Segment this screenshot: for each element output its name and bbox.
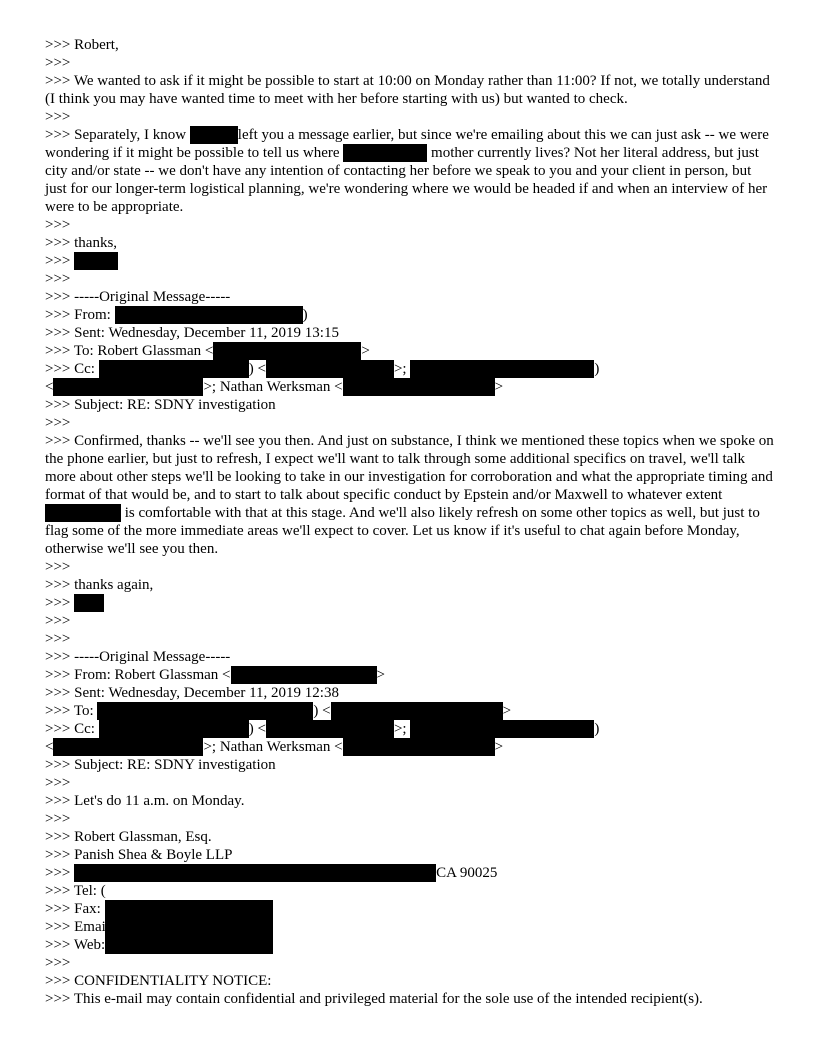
email-line [45, 828, 775, 846]
line-text: >>> Sent: Wednesday, December 11, 2019 13:15 [45, 325, 339, 341]
email-line [45, 54, 775, 72]
line-text: >>> [45, 775, 71, 791]
email-line [45, 270, 775, 288]
line-text: >>> [45, 595, 75, 611]
line-text: left you a message earlier, but since we're emailing about this we can just ask -- we were wondering if it might be possible to tell us where [45, 127, 773, 161]
line-text: >; Nathan Werksman < [203, 739, 343, 755]
line-text: >>> thanks again, [45, 577, 154, 593]
line-text: > [494, 739, 504, 755]
email-line [45, 108, 775, 126]
redaction-block [410, 720, 594, 738]
line-text: >>> [45, 253, 75, 269]
redaction-block [231, 666, 377, 684]
line-text: < [45, 379, 54, 395]
line-text: >>> [45, 811, 71, 827]
line-text: >>> Let's do 11 a.m. on Monday. [45, 793, 245, 809]
redaction-block [115, 306, 303, 324]
redaction-block [53, 738, 203, 756]
line-text: >>> From: Robert Glassman < [45, 667, 231, 683]
line-text: mother currently lives? Not her literal address, but just city and/or state -- we don't have any intention of contacting her before we speak to you and your client in person, but just for our longer-term logistical planning, we're wondering where we would be headed if and when an interview of her were to be appropriate. [45, 145, 771, 215]
redaction-block [53, 378, 203, 396]
line-text: ) < [248, 361, 266, 377]
line-text: > [361, 343, 370, 359]
line-text: >>> Web: www.psblaw.com [45, 937, 216, 953]
email-line [45, 756, 775, 774]
line-text: ) [594, 721, 600, 737]
line-text: >>> Subject: RE: SDNY investigation [45, 757, 276, 773]
email-line [45, 558, 775, 576]
line-text: >; [393, 721, 411, 737]
line-text: >>> Cc: [45, 721, 99, 737]
redaction-block [99, 360, 249, 378]
email-line [45, 432, 778, 558]
line-text: >>> [45, 613, 71, 629]
email-line [45, 252, 775, 270]
line-text: > [494, 379, 504, 395]
email-line [45, 594, 775, 612]
line-text: >>> Robert Glassman, Esq. [45, 829, 212, 845]
email-line [45, 882, 775, 900]
line-text: ) < [313, 703, 331, 719]
redaction-block [213, 342, 361, 360]
email-line [45, 972, 775, 990]
email-line [45, 126, 775, 216]
line-text: >>> Panish Shea & Boyle LLP [45, 847, 233, 863]
email-line [45, 612, 775, 630]
line-text: >>> To: Robert Glassman < [45, 343, 214, 359]
email-line [45, 630, 775, 648]
line-text: >; [393, 361, 411, 377]
email-line [45, 36, 775, 54]
email-line [45, 954, 775, 972]
email-line [45, 738, 775, 756]
email-line [45, 936, 775, 954]
line-text: >>> Tel: ( [45, 883, 106, 899]
line-text: >>> This e-mail may contain confidential and privileged material for the sole use of the intended recipient(s). [45, 991, 703, 1007]
line-text: ) [594, 361, 600, 377]
line-text: >>> Separately, I know [45, 127, 190, 143]
line-text: >>> From: [45, 307, 115, 323]
email-line [45, 792, 775, 810]
line-text: >>> [45, 217, 71, 233]
line-text: >>> CONFIDENTIALITY NOTICE: [45, 973, 272, 989]
line-text: > [502, 703, 512, 719]
email-line [45, 378, 775, 396]
redaction-block [74, 594, 104, 612]
line-text: >>> Sent: Wednesday, December 11, 2019 12:38 [45, 685, 339, 701]
line-text: >>> To: [45, 703, 98, 719]
email-line [45, 306, 775, 324]
line-text: < [45, 739, 54, 755]
redaction-block [343, 378, 495, 396]
email-line [45, 846, 775, 864]
email-line [45, 810, 775, 828]
line-text: >>> [45, 55, 71, 71]
email-line [45, 900, 775, 918]
redaction-block [343, 144, 427, 162]
email-line [45, 288, 775, 306]
redaction-block [266, 720, 394, 738]
line-text: >>> Cc: [45, 361, 99, 377]
email-line [45, 702, 775, 720]
redaction-block [190, 126, 238, 144]
line-text: >>> Fax: [45, 901, 105, 917]
redaction-block [97, 702, 313, 720]
email-line [45, 234, 775, 252]
email-line [45, 216, 775, 234]
redaction-block [343, 738, 495, 756]
email-document [45, 36, 778, 1008]
line-text: >; Nathan Werksman < [203, 379, 343, 395]
redaction-block [74, 864, 436, 882]
line-text: > [376, 667, 385, 683]
email-line [45, 684, 775, 702]
line-text: >>> [45, 865, 75, 881]
email-line [45, 342, 775, 360]
redaction-block [74, 252, 118, 270]
line-text: >>> [45, 415, 71, 431]
redaction-block [45, 504, 121, 522]
email-line [45, 576, 775, 594]
line-text: >>> [45, 271, 71, 287]
line-text: is comfortable with that at this stage. And we'll also likely refresh on some other topics as well, but just to flag some of the more immediate areas we'll expect to cover. Let us know if it's useful to chat again before Monday, otherwise we'll see you then. [45, 505, 764, 557]
line-text: >>> thanks, [45, 235, 118, 251]
line-text: >>> [45, 955, 71, 971]
redaction-block [266, 360, 394, 378]
redaction-block [99, 720, 249, 738]
line-text: >>> Subject: RE: SDNY investigation [45, 397, 276, 413]
email-line [45, 648, 775, 666]
email-line [45, 414, 775, 432]
line-text: >>> Emai [45, 919, 106, 935]
email-line [45, 666, 775, 684]
email-line [45, 324, 775, 342]
email-line [45, 990, 775, 1008]
email-line [45, 864, 775, 882]
email-line [45, 720, 775, 738]
email-line [45, 396, 775, 414]
email-line [45, 360, 775, 378]
line-text: >>> We wanted to ask if it might be possible to start at 10:00 on Monday rather than 11:00? If not, we totally understand (I think you may have wanted time to meet with her before starting with us) but wanted to check. [45, 73, 774, 107]
line-text: CA 90025 [436, 865, 498, 881]
redaction-block [410, 360, 594, 378]
line-text: >>> Confirmed, thanks -- we'll see you then. And just on substance, I think we mentioned these topics when we spoke on the phone earlier, but just to refresh, I expect we'll want to talk through some additional specifics on travel, we'll talk more about other steps we'll be looking to take in our investigation for corroboration and what the appropriate timing and format of that would be, and to start to talk about specific conduct by Epstein and/or Maxwell to whatever extent [45, 433, 778, 503]
email-line [45, 72, 775, 108]
line-text: >>> -----Original Message----- [45, 649, 231, 665]
line-text: ) < [248, 721, 266, 737]
line-text: >>> [45, 631, 71, 647]
line-text: ) [302, 307, 308, 323]
line-text: >>> Robert, [45, 37, 119, 53]
line-text: >>> [45, 559, 71, 575]
line-text: >>> -----Original Message----- [45, 289, 231, 305]
redaction-block [331, 702, 503, 720]
email-line [45, 774, 775, 792]
line-text: >>> [45, 109, 71, 125]
